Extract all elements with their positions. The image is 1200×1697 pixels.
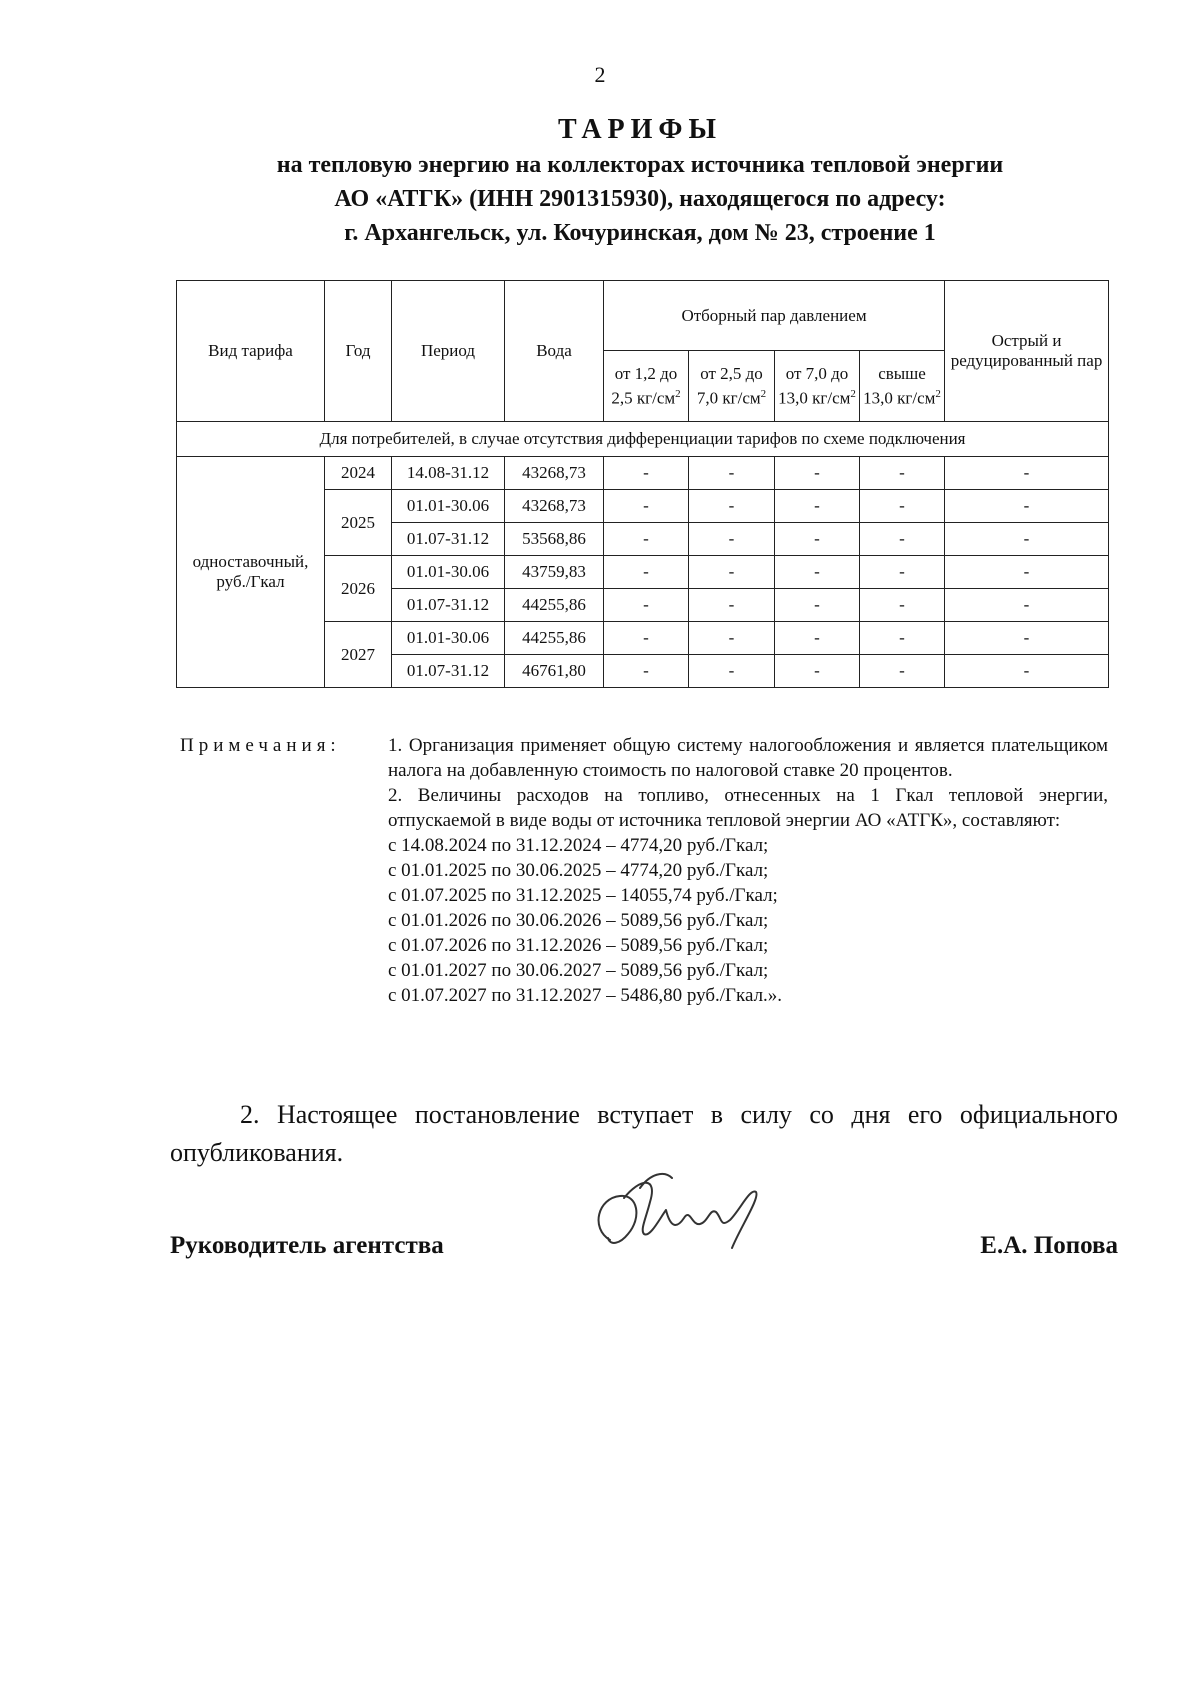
dash-cell: - (945, 622, 1109, 655)
page-number: 2 (594, 62, 606, 87)
dash-cell: - (689, 622, 775, 655)
notes-label: Примечания: (180, 735, 341, 756)
dash-cell: - (945, 490, 1109, 523)
period-cell: 14.08-31.12 (392, 457, 505, 490)
title-line-3: г. Архангельск, ул. Кочуринская, дом № 23, строение 1 (344, 220, 936, 246)
water-cell: 44255,86 (505, 622, 604, 655)
dash-cell: - (604, 457, 689, 490)
water-cell: 43268,73 (505, 490, 604, 523)
dash-cell: - (775, 490, 860, 523)
year-cell: 2027 (325, 622, 392, 688)
dash-cell: - (689, 457, 775, 490)
signatory-title: Руководитель агентства (170, 1232, 444, 1259)
dash-cell: - (689, 490, 775, 523)
table-row (177, 457, 1109, 490)
handwritten-signature (580, 1168, 770, 1268)
dash-cell: - (945, 655, 1109, 688)
dash-cell: - (860, 589, 945, 622)
water-cell: 53568,86 (505, 523, 604, 556)
year-cell: 2025 (325, 490, 392, 556)
header-steam-4: свыше 13,0 $кг/см^2$ (860, 351, 945, 422)
dash-cell: - (775, 457, 860, 490)
title-line-2: АО «АТГК» (ИНН 2901315930), находящегося по адресу: (334, 186, 946, 212)
period-cell: 01.01-30.06 (392, 556, 505, 589)
dash-cell: - (860, 490, 945, 523)
dash-cell: - (945, 556, 1109, 589)
water-cell: 44255,86 (505, 589, 604, 622)
note-item-2: 2. Величины расходов на топливо, отнесенных на 1 Гкал тепловой энергии, отпускаемой в виде воды от источника тепловой энергии АО «АТГК», составляют: (388, 785, 1108, 831)
dash-cell: - (860, 556, 945, 589)
dash-cell: - (775, 622, 860, 655)
dash-cell: - (860, 655, 945, 688)
header-water: Вода (505, 281, 604, 422)
dash-cell: - (604, 655, 689, 688)
signatory-name: Е.А. Попова (980, 1232, 1118, 1259)
fuel-line: с 01.07.2026 по 31.12.2026 – 5089,56 руб./Гкал; (388, 935, 769, 956)
dash-cell: - (689, 589, 775, 622)
fuel-line: с 14.08.2024 по 31.12.2024 – 4774,20 руб./Гкал; (388, 835, 769, 856)
dash-cell: - (775, 523, 860, 556)
header-steam-group: Отборный пар давлением (604, 281, 945, 351)
dash-cell: - (604, 523, 689, 556)
section-label: Для потребителей, в случае отсутствия дифференциации тарифов по схеме подключения (177, 422, 1109, 457)
dash-cell: - (775, 655, 860, 688)
dash-cell: - (775, 556, 860, 589)
dash-cell: - (945, 457, 1109, 490)
period-cell: 01.07-31.12 (392, 655, 505, 688)
dash-cell: - (945, 523, 1109, 556)
dash-cell: - (775, 589, 860, 622)
dash-cell: - (689, 523, 775, 556)
period-cell: 01.01-30.06 (392, 622, 505, 655)
dash-cell: - (860, 622, 945, 655)
header-year: Год (325, 281, 392, 422)
period-cell: 01.07-31.12 (392, 523, 505, 556)
dash-cell: - (860, 523, 945, 556)
dash-cell: - (689, 556, 775, 589)
dash-cell: - (689, 655, 775, 688)
fuel-line: с 01.01.2025 по 30.06.2025 – 4774,20 руб./Гкал; (388, 860, 769, 881)
dash-cell: - (860, 457, 945, 490)
dash-cell: - (945, 589, 1109, 622)
water-cell: 46761,80 (505, 655, 604, 688)
fuel-line: с 01.07.2025 по 31.12.2025 – 14055,74 руб./Гкал; (388, 885, 778, 906)
effective-clause: 2. Настоящее постановление вступает в силу со дня его официального опубликования. (170, 1100, 1118, 1167)
year-cell: 2026 (325, 556, 392, 622)
dash-cell: - (604, 622, 689, 655)
header-steam-2: от 2,5 до 7,0 $кг/см^2$ (689, 351, 775, 422)
dash-cell: - (604, 556, 689, 589)
header-steam-3: от 7,0 до 13,0 $кг/см^2$ (775, 351, 860, 422)
tariff-table (176, 280, 1109, 688)
fuel-line: с 01.07.2027 по 31.12.2027 – 5486,80 руб./Гкал.». (388, 985, 783, 1006)
year-cell: 2024 (325, 457, 392, 490)
title-main: ТАРИФЫ (558, 114, 722, 145)
dash-cell: - (604, 490, 689, 523)
document-title (100, 112, 1180, 250)
water-cell: 43759,83 (505, 556, 604, 589)
period-cell: 01.07-31.12 (392, 589, 505, 622)
notes-body (388, 733, 1108, 1008)
note-item-1: 1. Организация применяет общую систему налогообложения и является плательщиком налога на добавленную стоимость по налоговой ставке 20 процентов. (388, 735, 1108, 781)
tariff-type-value: одноставочный, руб./Гкал (177, 457, 325, 688)
header-period: Период (392, 281, 505, 422)
header-tariff-type: Вид тарифа (177, 281, 325, 422)
dash-cell: - (604, 589, 689, 622)
fuel-line: с 01.01.2026 по 30.06.2026 – 5089,56 руб./Гкал; (388, 910, 769, 931)
period-cell: 01.01-30.06 (392, 490, 505, 523)
water-cell: 43268,73 (505, 457, 604, 490)
fuel-line: с 01.01.2027 по 30.06.2027 – 5089,56 руб./Гкал; (388, 960, 769, 981)
header-sharp-steam: Острый и редуцированный пар (945, 281, 1109, 422)
header-steam-1: от 1,2 до 2,5 $кг/см^2$ (604, 351, 689, 422)
title-line-1: на тепловую энергию на коллекторах источника тепловой энергии (276, 152, 1004, 178)
